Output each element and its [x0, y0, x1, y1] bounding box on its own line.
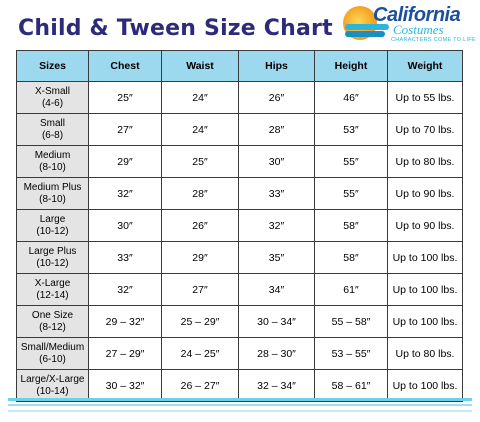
hips-cell: 28″ — [239, 114, 315, 146]
height-cell: 46″ — [315, 82, 388, 114]
size-cell — [17, 242, 89, 274]
waist-cell: 26″ — [162, 210, 239, 242]
size-cell — [17, 146, 89, 178]
height-cell: 58″ — [315, 210, 388, 242]
size-name: X-Small — [34, 85, 70, 97]
weight-cell: Up to 100 lbs. — [388, 306, 463, 338]
size-chart-table — [16, 50, 463, 402]
weight-cell: Up to 90 lbs. — [388, 210, 463, 242]
size-range: (12-14) — [36, 289, 69, 301]
table-row — [17, 338, 463, 370]
hips-cell: 35″ — [239, 242, 315, 274]
size-cell — [17, 274, 89, 306]
weight-cell: Up to 100 lbs. — [388, 370, 463, 402]
hips-cell: 32″ — [239, 210, 315, 242]
hips-cell: 33″ — [239, 178, 315, 210]
chest-cell: 29″ — [89, 146, 162, 178]
waist-cell: 26 – 27″ — [162, 370, 239, 402]
decorative-stripe — [8, 398, 472, 401]
waist-cell: 25 – 29″ — [162, 306, 239, 338]
weight-cell: Up to 80 lbs. — [388, 338, 463, 370]
waist-cell: 28″ — [162, 178, 239, 210]
weight-cell: Up to 80 lbs. — [388, 146, 463, 178]
waist-cell: 24″ — [162, 114, 239, 146]
waist-cell: 29″ — [162, 242, 239, 274]
size-range: (4-6) — [41, 97, 64, 109]
page-title: Child & Tween Size Chart — [18, 16, 333, 41]
height-cell: 53 – 55″ — [315, 338, 388, 370]
size-cell — [17, 338, 89, 370]
waist-cell: 25″ — [162, 146, 239, 178]
size-cell — [17, 210, 89, 242]
chest-cell: 30 – 32″ — [89, 370, 162, 402]
size-range: (6-8) — [41, 129, 64, 141]
size-cell — [17, 82, 89, 114]
logo-tagline: CHARACTERS COME TO LIFE — [391, 37, 476, 43]
header-sizes: Sizes — [17, 51, 89, 82]
height-cell: 55″ — [315, 146, 388, 178]
hips-cell: 32 – 34″ — [239, 370, 315, 402]
size-name: X-Large — [34, 277, 71, 289]
table-row — [17, 82, 463, 114]
chest-cell: 27″ — [89, 114, 162, 146]
size-cell — [17, 114, 89, 146]
header-weight: Weight — [388, 51, 463, 82]
height-cell: 55 – 58″ — [315, 306, 388, 338]
size-cell — [17, 306, 89, 338]
hips-cell: 34″ — [239, 274, 315, 306]
size-cell — [17, 370, 89, 402]
hips-cell: 30″ — [239, 146, 315, 178]
decorative-stripe — [8, 410, 472, 412]
size-range: (8-10) — [39, 161, 66, 173]
size-name: One Size — [31, 309, 74, 321]
hips-cell: 28 – 30″ — [239, 338, 315, 370]
height-cell: 58″ — [315, 242, 388, 274]
table-row — [17, 242, 463, 274]
size-range: (10-12) — [36, 257, 69, 269]
size-name: Small — [39, 117, 65, 129]
size-cell — [17, 178, 89, 210]
header-hips: Hips — [239, 51, 315, 82]
size-range: (6-10) — [39, 353, 66, 365]
wave-icon — [345, 31, 385, 37]
decorative-stripe — [8, 404, 472, 406]
chest-cell: 32″ — [89, 178, 162, 210]
height-cell: 55″ — [315, 178, 388, 210]
brand-logo — [343, 2, 476, 46]
weight-cell: Up to 55 lbs. — [388, 82, 463, 114]
header-height: Height — [315, 51, 388, 82]
waist-cell: 24″ — [162, 82, 239, 114]
logo-sub-text: Costumes — [393, 22, 444, 37]
size-range: (10-14) — [36, 385, 69, 397]
table-row — [17, 114, 463, 146]
table-row — [17, 274, 463, 306]
size-range: (8-10) — [39, 193, 66, 205]
header-chest: Chest — [89, 51, 162, 82]
chest-cell: 33″ — [89, 242, 162, 274]
hips-cell: 30 – 34″ — [239, 306, 315, 338]
weight-cell: Up to 100 lbs. — [388, 242, 463, 274]
size-range: (10-12) — [36, 225, 69, 237]
hips-cell: 26″ — [239, 82, 315, 114]
height-cell: 53″ — [315, 114, 388, 146]
size-name: Large/X-Large — [20, 373, 85, 385]
chest-cell: 25″ — [89, 82, 162, 114]
waist-cell: 24 – 25″ — [162, 338, 239, 370]
waist-cell: 27″ — [162, 274, 239, 306]
chest-cell: 32″ — [89, 274, 162, 306]
table-row — [17, 178, 463, 210]
size-name: Medium — [34, 149, 71, 161]
weight-cell: Up to 70 lbs. — [388, 114, 463, 146]
logo-brand-text: California — [373, 4, 461, 26]
size-name: Small/Medium — [20, 341, 85, 353]
chest-cell: 27 – 29″ — [89, 338, 162, 370]
table-row — [17, 146, 463, 178]
height-cell: 58 – 61″ — [315, 370, 388, 402]
table-row — [17, 210, 463, 242]
size-name: Medium Plus — [23, 181, 82, 193]
header-waist: Waist — [162, 51, 239, 82]
weight-cell: Up to 90 lbs. — [388, 178, 463, 210]
weight-cell: Up to 100 lbs. — [388, 274, 463, 306]
table-row — [17, 370, 463, 402]
height-cell: 61″ — [315, 274, 388, 306]
size-range: (8-12) — [39, 321, 66, 333]
table-row — [17, 306, 463, 338]
chest-cell: 30″ — [89, 210, 162, 242]
size-name: Large Plus — [28, 245, 77, 257]
size-name: Large — [39, 213, 66, 225]
chest-cell: 29 – 32″ — [89, 306, 162, 338]
table-header-row — [17, 51, 463, 82]
